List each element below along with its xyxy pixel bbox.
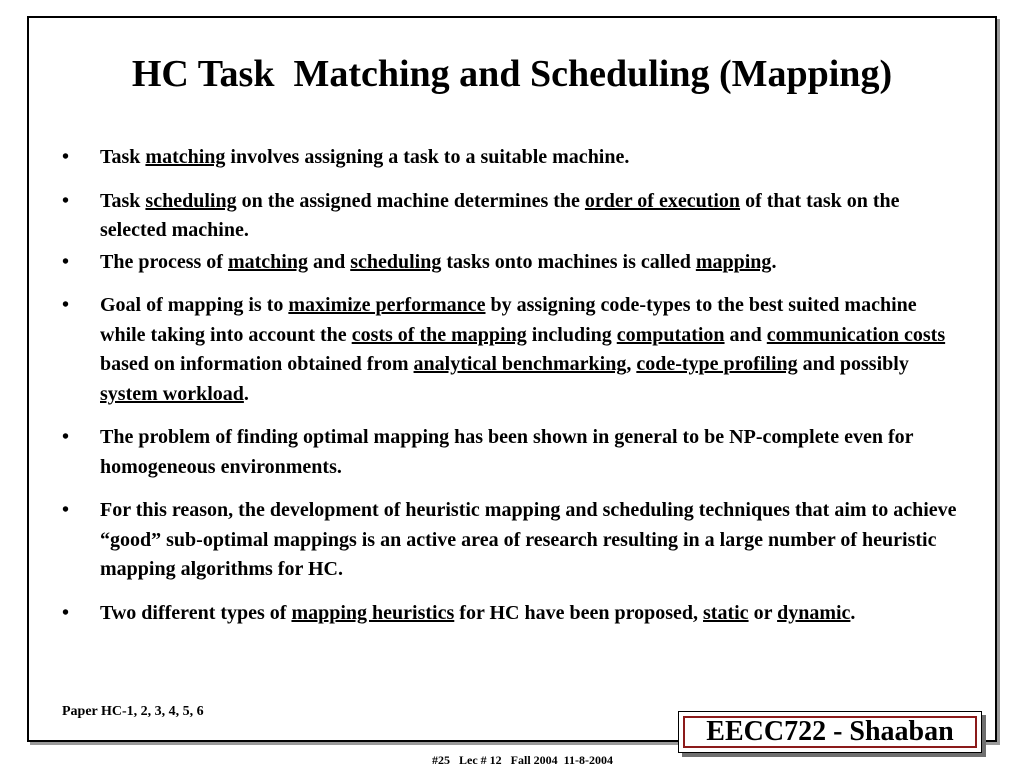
bullet-item (62, 496, 962, 585)
underlined-term: scheduling (145, 189, 237, 212)
bullet-item (62, 291, 962, 409)
underlined-term: static (703, 601, 749, 624)
bullet-item (62, 599, 962, 629)
bullet-text: involves assigning a task to a suitable machine. (225, 146, 630, 168)
underlined-term: computation (616, 323, 725, 346)
bullet-text: and (724, 323, 767, 346)
bullet-item (62, 187, 962, 246)
bullet-text: The problem of finding optimal mapping has been shown in general to be NP-complete even for homogeneous environments. (100, 426, 914, 478)
bullet-text: . (771, 250, 777, 273)
course-badge (678, 711, 982, 753)
bullet-text: Task (100, 146, 146, 168)
bullet-text: , (626, 353, 637, 375)
underlined-term: order of execution (584, 189, 741, 212)
bullet-text: based on information obtained from (100, 353, 414, 375)
bullet-text: by assigning code-types to the best suited machine while taking into account the (100, 294, 917, 346)
bullet-text: including (526, 323, 617, 346)
bullet-item (62, 143, 962, 173)
underlined-term: mapping heuristics (291, 601, 455, 624)
underlined-term: maximize performance (288, 294, 486, 316)
underlined-term: scheduling (350, 250, 442, 273)
underlined-term: dynamic (777, 601, 851, 624)
underlined-term: matching (145, 146, 226, 168)
bullet-text: Goal of mapping is to (100, 294, 289, 316)
slide-footer: #25 Lec # 12 Fall 2004 11-8-2004 (432, 753, 613, 767)
bullet-text: and possibly (797, 353, 909, 375)
underlined-term: mapping (695, 250, 772, 273)
bullet-text: Task (100, 189, 146, 212)
bullet-text: tasks onto machines is called (441, 250, 696, 273)
bullet-item (62, 423, 962, 482)
bullet-text: Two different types of (100, 601, 292, 624)
course-badge-label: EECC722 - Shaaban (683, 716, 977, 748)
underlined-term: system workload (100, 382, 244, 405)
bullet-text: The process of (100, 250, 228, 273)
underlined-term: costs of the mapping (351, 323, 527, 346)
bullet-text: of that task on the selected machine. (100, 189, 900, 241)
slide-title: HC Task Matching and Scheduling (Mapping) (131, 53, 893, 95)
bullet-text: . (243, 382, 249, 405)
bullet-text: . (850, 601, 856, 624)
bullet-text: or (748, 601, 778, 624)
paper-reference: Paper HC-1, 2, 3, 4, 5, 6 (62, 704, 204, 719)
bullet-text: on the assigned machine determines the (236, 189, 585, 212)
underlined-term: code-type profiling (636, 353, 798, 375)
underlined-term: communication costs (766, 323, 946, 346)
bullet-text: For this reason, the development of heuristic mapping and scheduling techniques that aim to achieve “good” sub-optimal mappings is an active area of research resulting in a large number of heuristic mapping algorithms for HC. (100, 499, 957, 580)
underlined-term: analytical benchmarking (413, 353, 627, 375)
bullet-item (62, 248, 962, 278)
bullet-text: and (307, 250, 351, 273)
bullet-text: for HC have been proposed, (454, 601, 704, 624)
underlined-term: matching (227, 250, 308, 273)
bullet-list (62, 143, 962, 628)
